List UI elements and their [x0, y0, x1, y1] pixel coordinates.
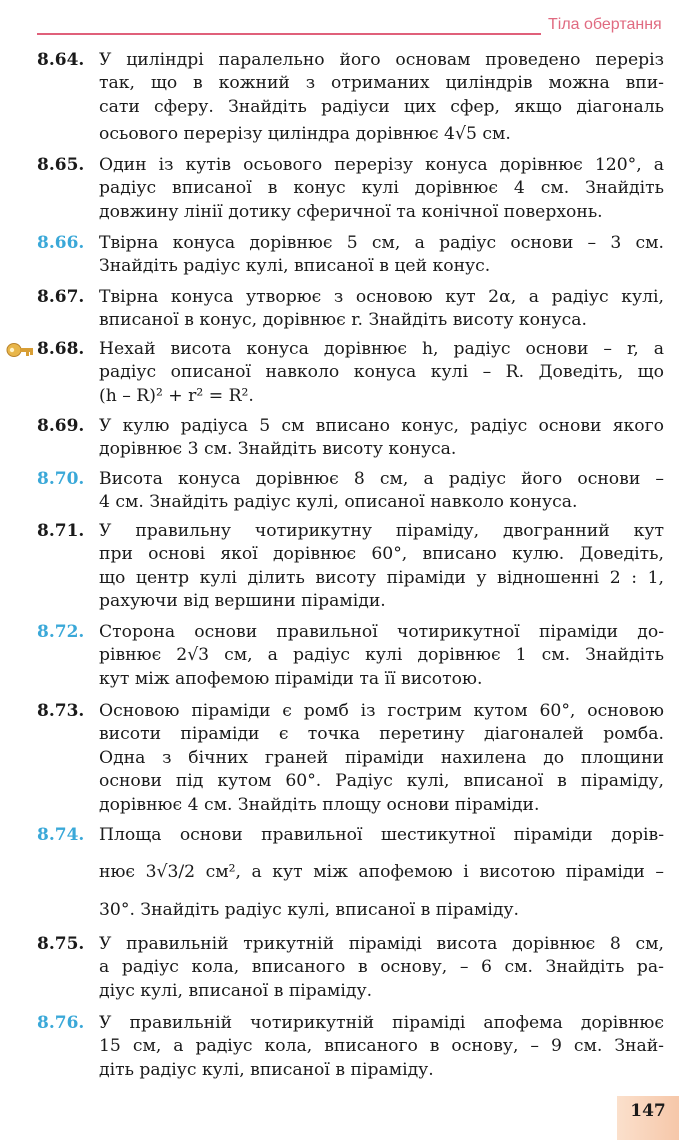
problem-text-line: а радіус кола, вписаного в основу, – 6 см. Знайдіть ра- — [99, 957, 664, 978]
problem-text-line: довжину лінії дотику сферичної та конічної поверхонь. — [99, 201, 603, 222]
problem-text-line: діть радіус кулі, вписаної в піраміду. — [99, 1059, 434, 1080]
problem-text-line: так, що в кожний з отриманих циліндрів можна впи- — [99, 73, 664, 94]
problem-text-line: Твірна конуса дорівнює 5 см, а радіус основи – 3 см. — [99, 233, 664, 253]
problem-text-line: Один із кутів осьового перерізу конуса дорівнює 120°, а — [99, 155, 664, 175]
problem-number: 8.70. — [37, 469, 85, 489]
problem-text-line: 30°. Знайдіть радіус кулі, вписаної в піраміду. — [99, 899, 519, 920]
problem-text-line: кут між апофемою піраміди та її висотою. — [99, 668, 483, 689]
problem-number: 8.69. — [37, 416, 85, 436]
problem-text-line: діус кулі, вписаної в піраміду. — [99, 980, 373, 1001]
problem-text-line: рахуючи від вершини піраміди. — [99, 591, 386, 612]
problem-text-line: дорівнює 3 см. Знайдіть висоту конуса. — [99, 439, 457, 460]
problem-text-line: Основою піраміди є ромб із гострим кутом 60°, основою — [99, 701, 664, 721]
problem-text-line: що центр кулі ділить висоту піраміди у відношенні 2 : 1, — [99, 567, 664, 588]
problem-number: 8.72. — [37, 622, 85, 642]
problem-number: 8.76. — [37, 1013, 85, 1033]
problem-text-line: (h – R)² + r² = R². — [99, 385, 254, 406]
problem-number: 8.75. — [37, 934, 85, 954]
page-number: 147 — [617, 1096, 679, 1140]
problem-text-line: сати сферу. Знайдіть радіуси цих сфер, якщо діагональ — [99, 96, 664, 117]
running-header-title: Тіла обертання — [548, 16, 662, 33]
problem-text-line: основи під кутом 60°. Радіус кулі, вписаної в піраміду, — [99, 771, 664, 792]
problem-number: 8.68. — [37, 339, 85, 359]
problem-number: 8.66. — [37, 233, 85, 253]
problem-text-line: Нехай висота конуса дорівнює h, радіус основи – r, а — [99, 339, 664, 359]
problem-text-line: осьового перерізу циліндра дорівнює 4√5 см. — [99, 124, 511, 145]
problem-text-line: нює 3√3/2 см², а кут між апофемою і висотою піраміди – — [99, 862, 664, 883]
header-rule — [37, 33, 541, 35]
problem-text-line: радіус описаної навколо конуса кулі – R. Доведіть, що — [99, 362, 664, 383]
problem-text-line: Одна з бічних граней піраміди нахилена до площини — [99, 747, 664, 768]
problem-text-line: дорівнює 4 см. Знайдіть площу основи піраміди. — [99, 794, 540, 815]
problem-text-line: висоти піраміди є точка перетину діагоналей ромба. — [99, 724, 664, 745]
problem-text-line: Твірна конуса утворює з основою кут 2α, а радіус кулі, — [99, 287, 664, 307]
problem-text-line: У правильну чотирикутну піраміду, двогранний кут — [99, 521, 664, 541]
problem-text-line: радіус вписаної в конус кулі дорівнює 4 см. Знайдіть — [99, 178, 664, 199]
problem-number: 8.65. — [37, 155, 85, 175]
key-icon — [6, 341, 34, 359]
problem-text-line: У правильній чотирикутній піраміді апофема дорівнює — [99, 1013, 664, 1033]
problem-text-line: У кулю радіуса 5 см вписано конус, радіус основи якого — [99, 416, 664, 436]
problem-text-line: рівнює 2√3 см, а радіус кулі дорівнює 1 см. Знайдіть — [99, 645, 664, 666]
problem-number: 8.64. — [37, 50, 85, 70]
problem-number: 8.71. — [37, 521, 85, 541]
problem-text-line: вписаної в конус, дорівнює r. Знайдіть висоту конуса. — [99, 310, 587, 331]
problem-text-line: У правильній трикутній піраміді висота дорівнює 8 см, — [99, 934, 664, 954]
problem-text-line: при основі якої дорівнює 60°, вписано кулю. Доведіть, — [99, 544, 664, 565]
problem-text-line: Висота конуса дорівнює 8 см, а радіус його основи – — [99, 469, 664, 489]
problem-text-line: 15 см, а радіус кола, вписаного в основу, – 9 см. Знай- — [99, 1036, 664, 1057]
problem-text-line: Площа основи правильної шестикутної піраміди дорів- — [99, 825, 664, 845]
problem-text-line: 4 см. Знайдіть радіус кулі, описаної навколо конуса. — [99, 492, 578, 513]
problem-text-line: У циліндрі паралельно його основам проведено переріз — [99, 50, 664, 70]
problem-number: 8.67. — [37, 287, 85, 307]
problem-text-line: Сторона основи правильної чотирикутної піраміди до- — [99, 622, 664, 642]
problem-text-line: Знайдіть радіус кулі, вписаної в цей конус. — [99, 256, 491, 277]
problem-number: 8.74. — [37, 825, 85, 845]
problem-number: 8.73. — [37, 701, 85, 721]
